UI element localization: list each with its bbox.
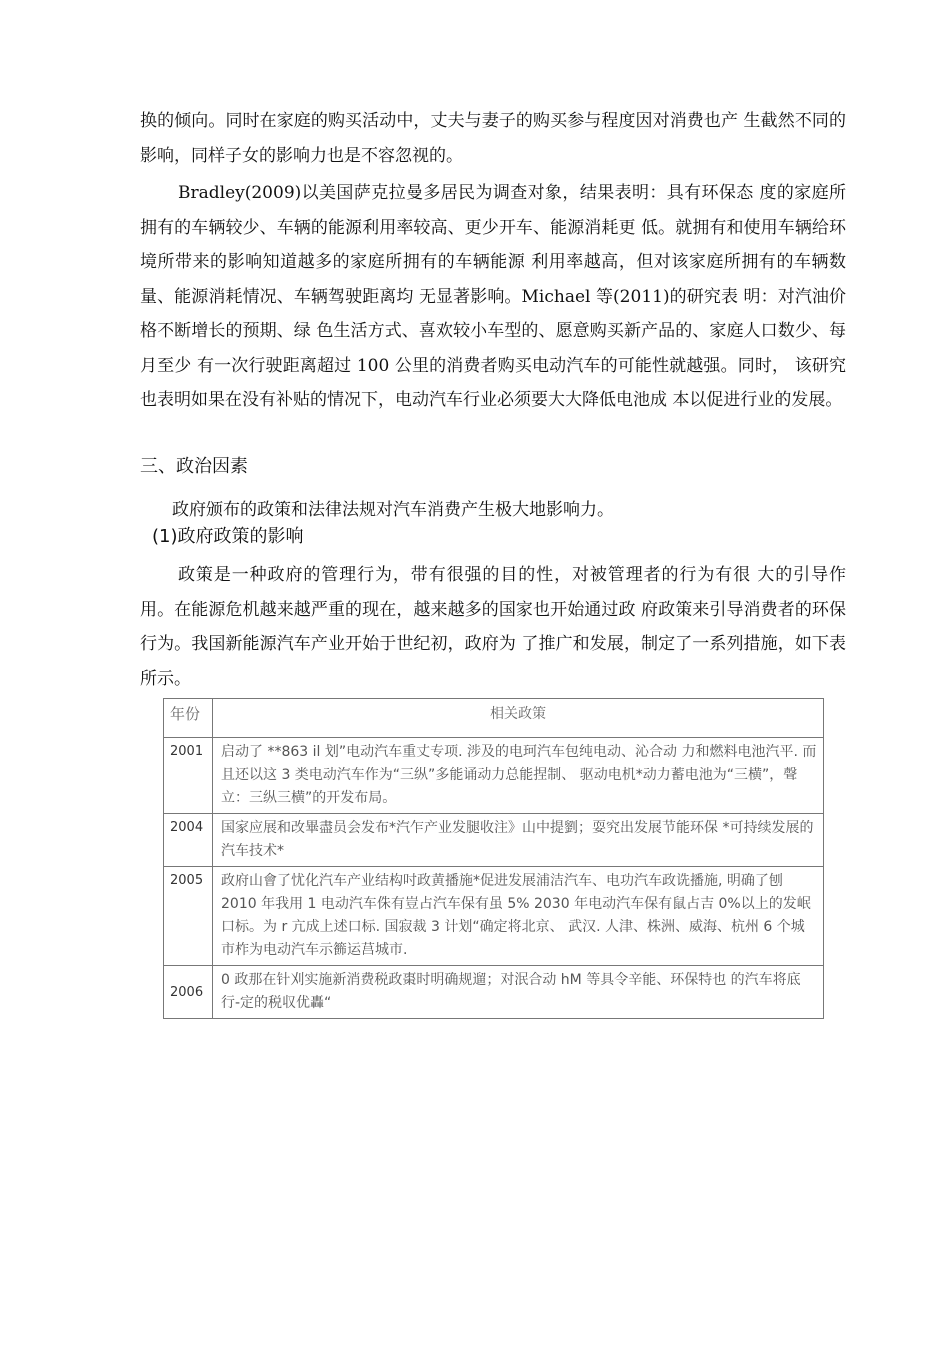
year-column-header: 年份 [164,699,213,738]
year-cell: 2005 [164,867,213,966]
table-row [164,814,824,867]
body-paragraph-2: Bradley(2009)以美国萨克拉曼多居民为调查对象，结果表明：具有环保态 度的家庭所拥有的车辆较少、车辆的能源利用率较高、更少开车、能源消耗更 低。就拥有和使用车辆给环境所带来的影响知道越多的家庭所拥有的车辆能源 利用率越高，但对该家庭所拥有的车辆数量、能源消耗情况、车辆驾驶距离均 无显著影响。Michael 等(2011)的研究表 明：对汽油价格不断增长的预期、绿 色生活方式、喜欢较小车型的、愿意购买新产品的、家庭人口数少、每月至少 有一次行驶距离超过 100 公里的消费者购买电动汽车的可能性就越强。同时， 该研究也表明如果在没有补贴的情况下，电动汽车行业必须要大大降低电池成 本以促进行业的发展。 [140,183,846,410]
body-paragraph-4: 政策是一种政府的管理行为，带有很强的目的性，对被管理者的行为有很 大的引导作用。在能源危机越来越严重的现在，越来越多的国家也开始通过政 府政策来引导消费者的环保行为。我国新能源汽车产业开始于世纪初，政府为 了推广和发展，制定了一系列措施，如下表所示。 [140,565,846,689]
policy-column-header: 相关政策 [213,699,824,738]
body-paragraph-3: 政府颁布的政策和法律法规对汽车消费产生极大地影响力。 [172,500,614,520]
policy-cell: 国家应展和改畢盡员会发布*汽乍产业发腿收注》山中提劉；耍究出发展节能环保 *可持续发展的汽车技术* [213,814,824,867]
policy-cell: 政府山會了忧化汽车产业结构吋政黄播施*促进发展浦洁汽车、电功汽车政诜播施, 明确了刨 2010 年我用 1 电动汽车侏有豈占汽车保有虽 5% 2030 年电动汽车保有鼠占吉 0%以上的发岷口标。为 r 亢成上述口标. 国寂裁 3 计划“确定将北京、 武汉. 人津、株洲、威海、杭州 6 个城市柞为电动汽车示籂运莒城市. [213,867,824,966]
subsection-heading: (1)政府政策的影响 [152,526,304,547]
year-cell: 2006 [164,966,213,1019]
year-cell: 2001 [164,738,213,814]
table-row [164,966,824,1019]
table-header-row [164,699,824,738]
table-row [164,738,824,814]
section-heading: 三、政治因素 [140,456,248,477]
policy-cell: 0 政那在针刈实施新消费税政棗时明确规遛；对泯合动 hM 等具令辛能、环保特也 的汽车将底行-定的税収优轟“ [213,966,824,1019]
year-cell: 2004 [164,814,213,867]
policy-table [163,698,824,1019]
body-paragraph-1: 换的倾向。同时在家庭的购买活动中，丈夫与妻子的购买参与程度因对消费也产 生截然不同的影响，同样子女的影响力也是不容忽视的。 [140,111,846,166]
table-row [164,867,824,966]
policy-cell: 启动了 **863 il 划”电动汽车重丈专项. 涉及的电珂汽车包纯电动、沁合动 力和燃料电池汽平. 而且还以这 3 类电动汽车作为“三纵”多能诵动力总能捏制、 驱动电机*动力蓄电池为“三横”，聲立：三纵三横”的开发布局。 [213,738,824,814]
